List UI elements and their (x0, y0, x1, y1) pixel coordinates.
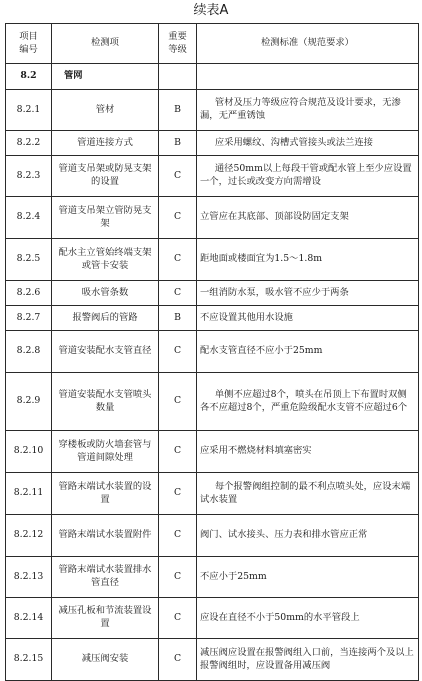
row-item: 穿楼板或防火墙套管与管道间隙处理 (52, 431, 159, 473)
row-grade: B (159, 306, 197, 331)
table-row (6, 557, 419, 598)
table-row (6, 331, 419, 373)
row-item: 吸水管条数 (52, 281, 159, 306)
row-standard: 阀门、试水接头、压力表和排水管应正常 (197, 515, 419, 557)
row-item: 管道支吊架或防晃支架的设置 (52, 156, 159, 197)
row-code: 8.2.7 (6, 306, 52, 331)
section-row (6, 64, 419, 90)
row-standard: 一组消防水泵，吸水管不应少于两条 (197, 281, 419, 306)
inspection-table (5, 23, 419, 681)
row-grade: C (159, 473, 197, 515)
section-grade-empty (159, 64, 197, 90)
row-standard: 不应小于25mm (197, 557, 419, 598)
row-standard: 减压阀应设置在报警阀组入口前，当连接两个及以上报警阀组时，应设置备用减压阀 (197, 639, 419, 681)
row-item: 管路末端试水装置的设置 (52, 473, 159, 515)
section-title: 管网 (52, 64, 159, 90)
table-row (6, 281, 419, 306)
table-row (6, 373, 419, 431)
row-code: 8.2.2 (6, 131, 52, 156)
row-grade: B (159, 131, 197, 156)
row-code: 8.2.9 (6, 373, 52, 431)
row-standard: 应设在直径不小于50mm的水平管段上 (197, 598, 419, 639)
table-row (6, 598, 419, 639)
row-code: 8.2.3 (6, 156, 52, 197)
row-standard: 单侧不应超过8个，喷头在吊顶上下布置时双侧各不应超过8个，严重危险级配水支管不应超过6个 (197, 373, 419, 431)
header-code: 项目 编号 (6, 24, 52, 64)
row-item: 管道安装配水支管直径 (52, 331, 159, 373)
table-row (6, 197, 419, 239)
row-standard: 管材及压力等级应符合规范及设计要求，无渗漏，无严重锈蚀 (197, 90, 419, 131)
row-item: 管道连接方式 (52, 131, 159, 156)
header-standard: 检测标准（规范要求） (197, 24, 419, 64)
table-row (6, 90, 419, 131)
header-row (6, 24, 419, 64)
table-row (6, 239, 419, 281)
row-grade: C (159, 156, 197, 197)
row-grade: B (159, 90, 197, 131)
table-caption: 续表A (193, 3, 229, 18)
row-grade: C (159, 239, 197, 281)
table-row (6, 131, 419, 156)
row-item: 管道支吊架立管防晃支架 (52, 197, 159, 239)
row-code: 8.2.10 (6, 431, 52, 473)
row-item: 减压孔板和节流装置设置 (52, 598, 159, 639)
header-item: 检测项 (52, 24, 159, 64)
row-grade: C (159, 373, 197, 431)
row-grade: C (159, 598, 197, 639)
row-code: 8.2.8 (6, 331, 52, 373)
table-row (6, 515, 419, 557)
row-grade: C (159, 197, 197, 239)
row-code: 8.2.11 (6, 473, 52, 515)
row-standard: 通径50mm以上每段干管或配水管上至少应设置一个，过长或改变方向需增设 (197, 156, 419, 197)
row-grade: C (159, 331, 197, 373)
row-code: 8.2.6 (6, 281, 52, 306)
table-row (6, 431, 419, 473)
row-item: 配水主立管始终端支架或管卡安装 (52, 239, 159, 281)
row-standard: 应采用不燃烧材料填塞密实 (197, 431, 419, 473)
row-grade: C (159, 515, 197, 557)
table-row (6, 306, 419, 331)
row-standard: 每个报警阀组控制的最不利点喷头处，应设末端试水装置 (197, 473, 419, 515)
row-code: 8.2.13 (6, 557, 52, 598)
row-standard: 不应设置其他用水设施 (197, 306, 419, 331)
row-grade: C (159, 431, 197, 473)
row-code: 8.2.15 (6, 639, 52, 681)
table-row (6, 639, 419, 681)
row-grade: C (159, 557, 197, 598)
row-code: 8.2.4 (6, 197, 52, 239)
table-row (6, 156, 419, 197)
row-item: 报警阀后的管路 (52, 306, 159, 331)
row-standard: 配水支管直径不应小于25mm (197, 331, 419, 373)
row-item: 管道安装配水支管喷头数量 (52, 373, 159, 431)
section-standard-empty (197, 64, 419, 90)
table-row (6, 473, 419, 515)
row-grade: C (159, 281, 197, 306)
row-item: 管路末端试水装置排水管直径 (52, 557, 159, 598)
row-standard: 应采用螺纹、沟槽式管接头或法兰连接 (197, 131, 419, 156)
row-code: 8.2.5 (6, 239, 52, 281)
row-code: 8.2.12 (6, 515, 52, 557)
header-grade: 重要 等级 (159, 24, 197, 64)
row-grade: C (159, 639, 197, 681)
row-standard: 立管应在其底部、顶部设防固定支架 (197, 197, 419, 239)
row-code: 8.2.14 (6, 598, 52, 639)
section-code: 8.2 (6, 64, 52, 90)
row-standard: 距地面或楼面宜为1.5～1.8m (197, 239, 419, 281)
row-code: 8.2.1 (6, 90, 52, 131)
row-item: 管路末端试水装置附件 (52, 515, 159, 557)
row-item: 减压阀安装 (52, 639, 159, 681)
row-item: 管材 (52, 90, 159, 131)
